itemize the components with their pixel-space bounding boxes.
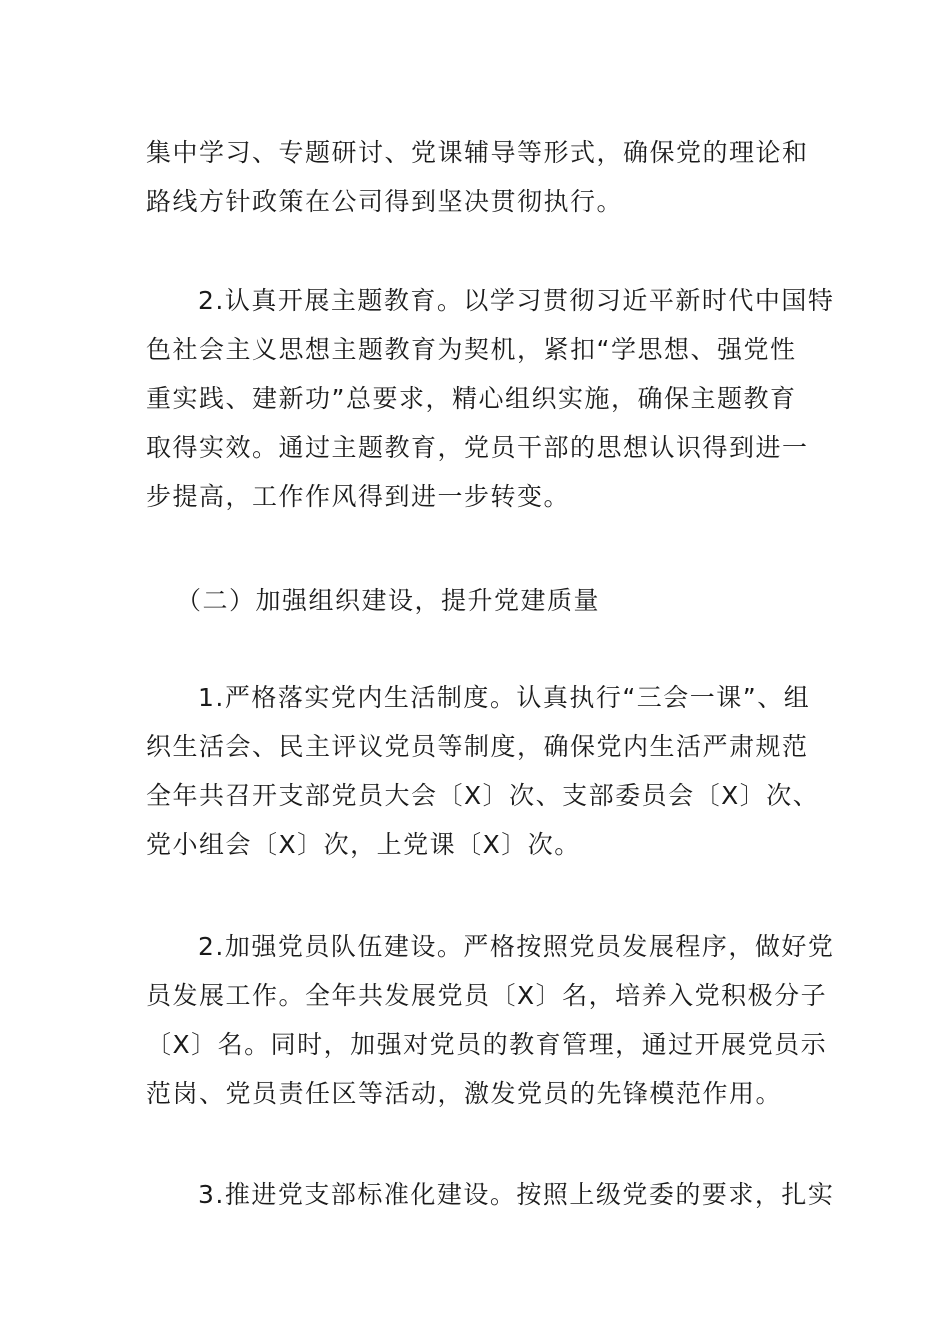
text-line: 3.推进党支部标准化建设。按照上级党委的要求，扎实 [198, 1180, 835, 1209]
text-line: 织生活会、民主评议党员等制度，确保党内生活严肃规范 [146, 732, 809, 761]
text-line: 1.严格落实党内生活制度。认真执行“三会一课”、组 [198, 683, 811, 712]
text-line: 集中学习、专题研讨、党课辅导等形式，确保党的理论和 [146, 138, 809, 167]
paragraph-theory-study [146, 128, 809, 226]
text-line: 2.加强党员队伍建设。严格按照党员发展程序，做好党 [198, 932, 835, 961]
text-line: 路线方针政策在公司得到坚决贯彻执行。 [146, 187, 624, 216]
paragraph-branch-standardization [146, 1170, 835, 1219]
text-line: 全年共召开支部党员大会〔X〕次、支部委员会〔X〕次、 [146, 781, 820, 810]
text-line: 色社会主义思想主题教育为契机，紧扣“学思想、强党性 [146, 335, 797, 364]
paragraph-party-life-system [146, 673, 820, 869]
text-line: 取得实效。通过主题教育，党员干部的思想认识得到进一 [146, 433, 809, 462]
text-line: 〔X〕名。同时，加强对党员的教育管理，通过开展党员示 [146, 1030, 828, 1059]
text-line: 2.认真开展主题教育。以学习贯彻习近平新时代中国特 [198, 286, 835, 315]
section-heading-organization [146, 576, 806, 625]
paragraph-theme-education [146, 276, 835, 521]
text-line: 党小组会〔X〕次，上党课〔X〕次。 [146, 830, 581, 859]
text-line: 重实践、建新功”总要求，精心组织实施，确保主题教育 [146, 384, 797, 413]
section-heading-text: （二）加强组织建设，提升党建质量 [176, 586, 601, 615]
paragraph-member-team [146, 922, 835, 1118]
text-line: 步提高，工作作风得到进一步转变。 [146, 482, 571, 511]
text-line: 员发展工作。全年共发展党员〔X〕名，培养入党积极分子 [146, 981, 828, 1010]
text-line: 范岗、党员责任区等活动，激发党员的先锋模范作用。 [146, 1079, 783, 1108]
